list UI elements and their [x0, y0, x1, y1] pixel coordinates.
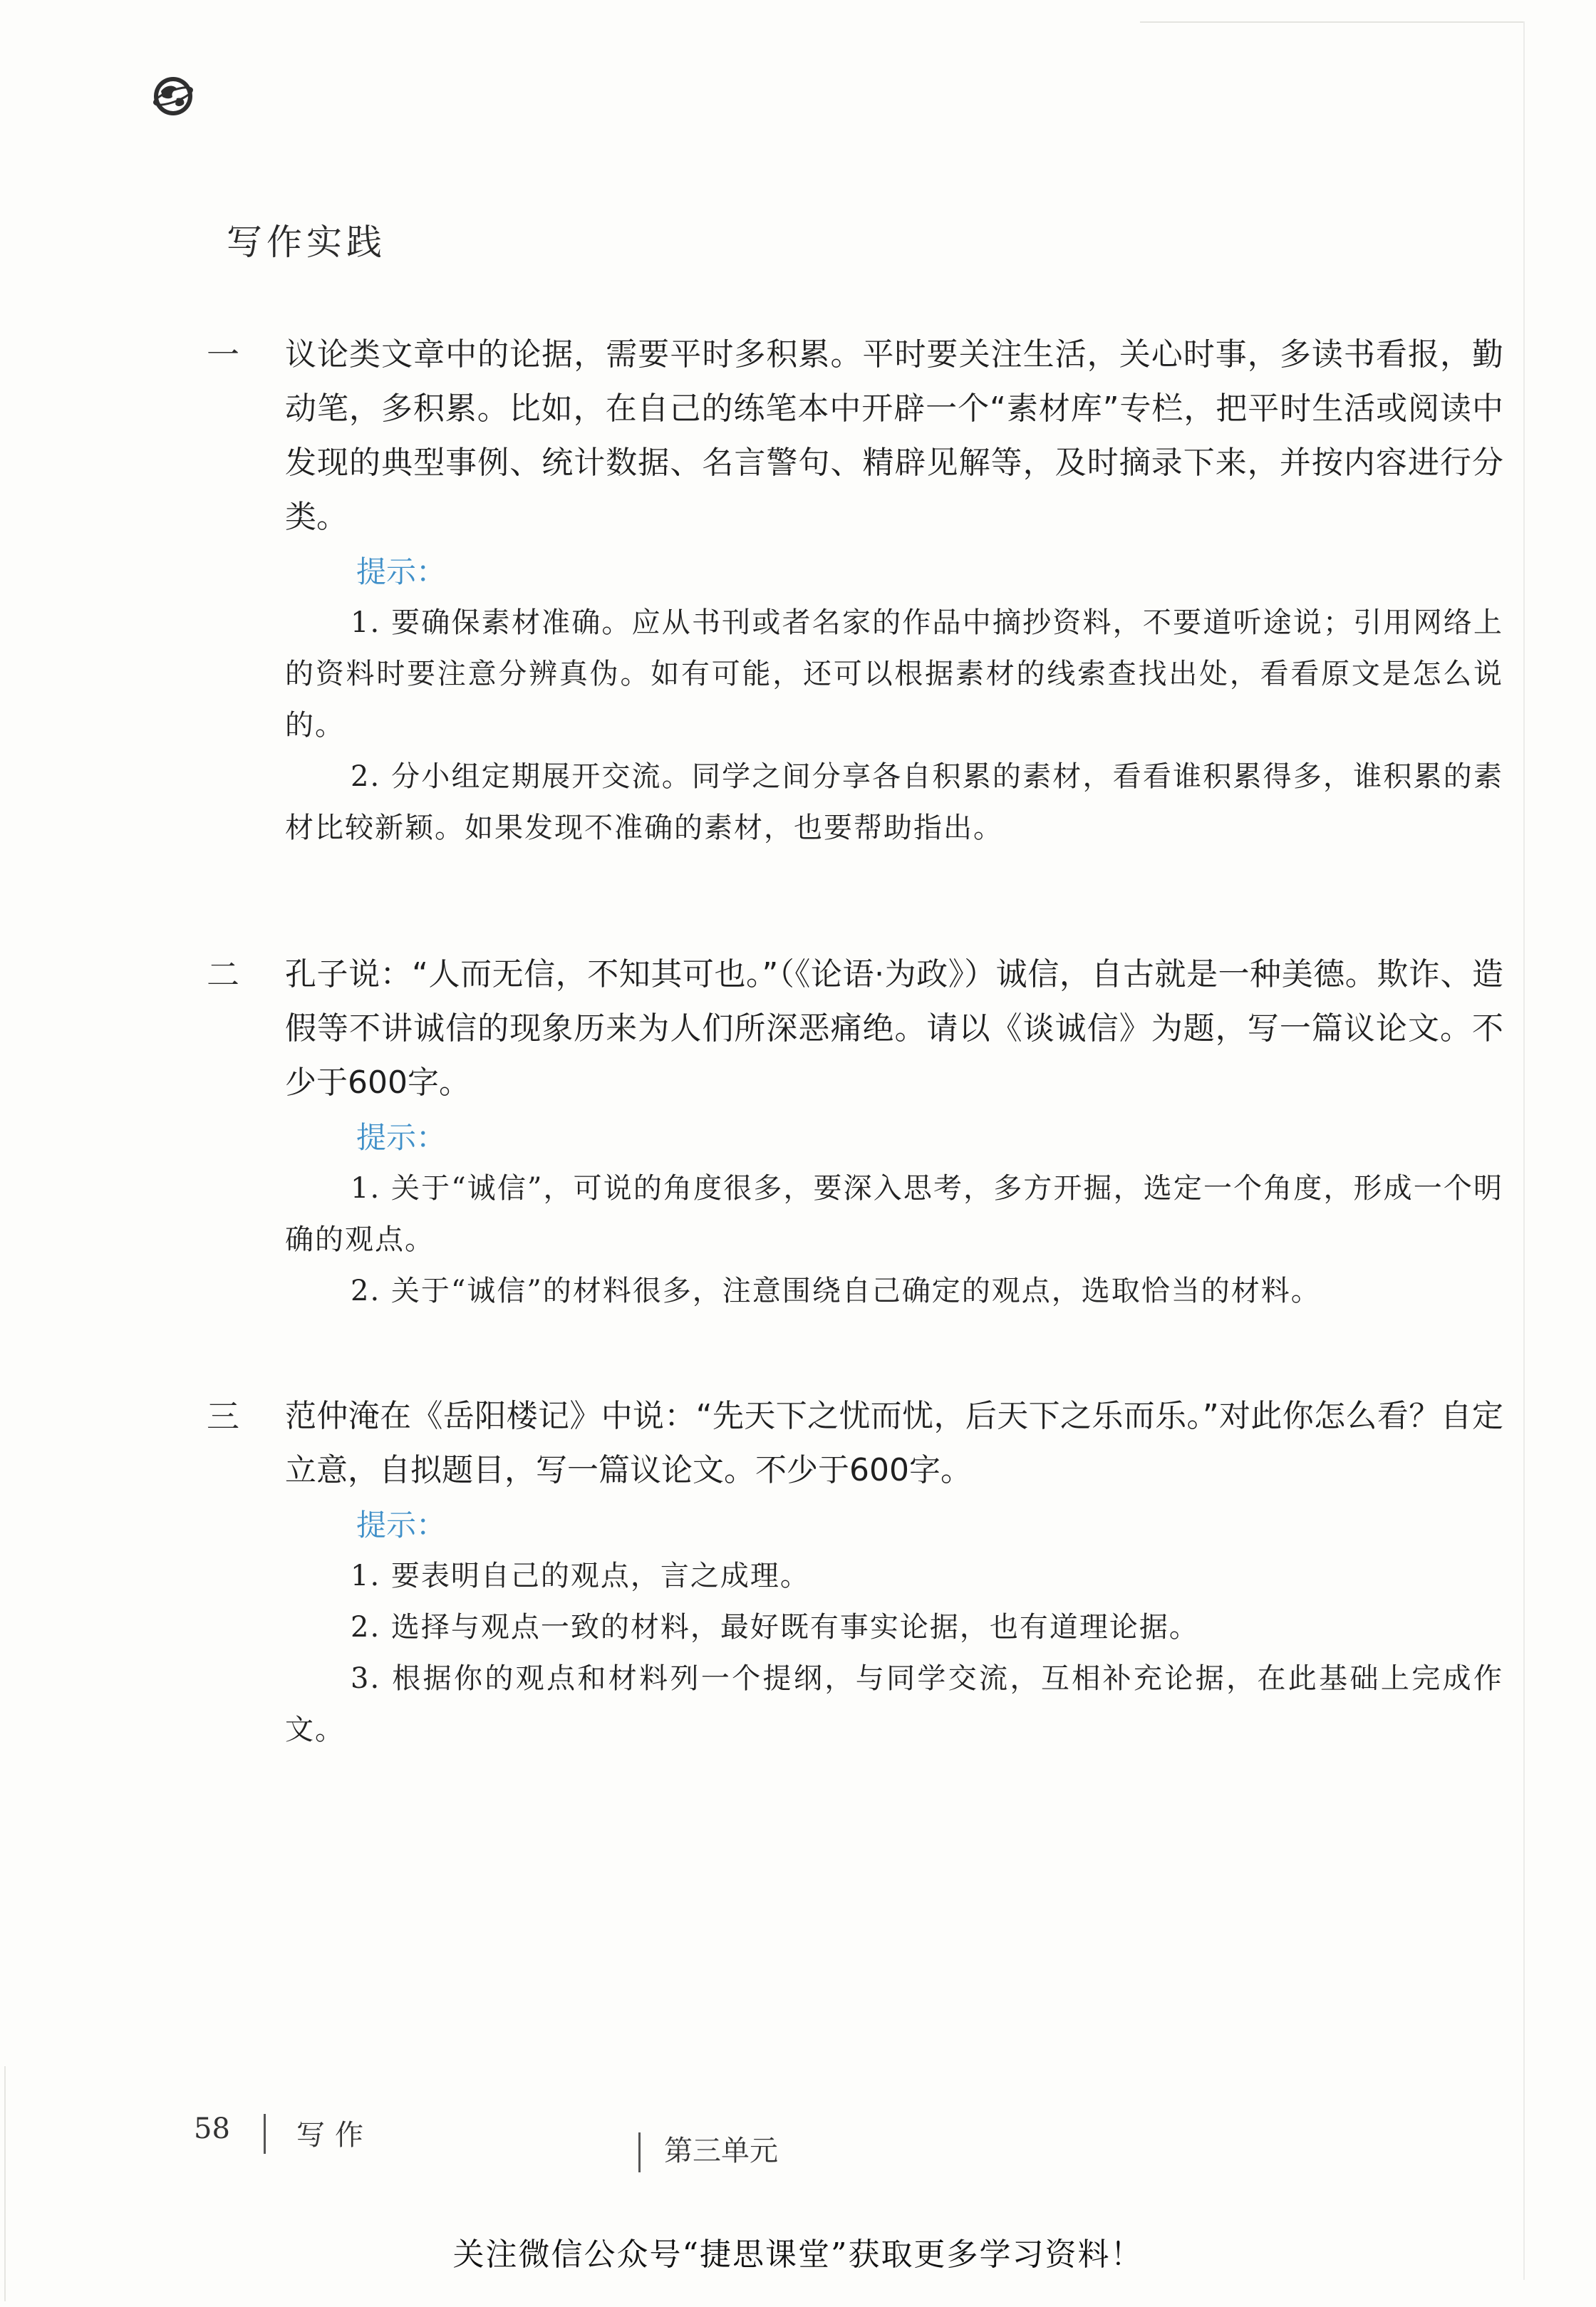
page-number: 58 — [194, 2112, 230, 2145]
exercise-text: 孔子说：“人而无信，不知其可也。”（《论语·为政》）诚信，自古就是一种美德。欺诈、造假等不讲诚信的现象历来为人们所深恶痛绝。请以《谈诚信》为题，写一篇议论文。不少于600字。 — [285, 956, 1503, 1101]
top-rule — [1140, 21, 1525, 23]
exercise-number: 三 — [207, 1397, 239, 1436]
hint-item: 1. 要确保素材准确。应从书刊或者名家的作品中摘抄资料，不要道听途说；引用网络上的资料时要注意分辨真伪。如有可能，还可以根据素材的线索查找出处，看看原文是怎么说的。 — [285, 606, 1503, 742]
exercise-text: 范仲淹在《岳阳楼记》中说：“先天下之忧而忧，后天下之乐而乐。”对此你怎么看？自定立意，自拟题目，写一篇议论文。不少于600字。 — [285, 1398, 1503, 1488]
exercise-item — [207, 948, 1503, 1317]
footer-divider — [264, 2114, 266, 2154]
hint-item: 2. 选择与观点一致的材料，最好既有事实论据，也有道理论据。 — [351, 1611, 1199, 1644]
hint-item: 2. 关于“诚信”的材料很多，注意围绕自己确定的观点，选取恰当的材料。 — [351, 1275, 1321, 1307]
exercise-item — [207, 328, 1503, 854]
hint-label: 提示： — [356, 554, 447, 589]
right-rule — [1523, 21, 1525, 2280]
exercise-number: 二 — [207, 955, 239, 994]
watermark-text: 关注微信公众号“捷思课堂”获取更多学习资料！ — [452, 2236, 1144, 2273]
globe-icon — [152, 76, 194, 117]
exercise-number: 一 — [207, 336, 239, 374]
exercise-item — [207, 1389, 1503, 1756]
exercise-text: 议论类文章中的论据，需要平时多积累。平时要关注生活，关心时事，多读书看报，勤动笔，多积累。比如，在自己的练笔本中开辟一个“素材库”专栏，把平时生活或阅读中发现的典型事例、统计数据、名言警句、精辟见解等，及时摘录下来，并按内容进行分类。 — [285, 336, 1503, 535]
footer-section: 写作 — [296, 2119, 373, 2152]
hint-item: 1. 要表明自己的观点，言之成理。 — [351, 1560, 810, 1592]
footer-divider — [638, 2132, 641, 2172]
hint-label: 提示： — [356, 1120, 447, 1155]
hint-item: 1. 关于“诚信”，可说的角度很多，要深入思考，多方开掘，选定一个角度，形成一个明确的观点。 — [285, 1172, 1503, 1256]
hint-item: 3. 根据你的观点和材料列一个提纲，与同学交流，互相补充论据，在此基础上完成作文。 — [285, 1662, 1503, 1746]
section-title: 写作实践 — [227, 222, 386, 263]
hint-label: 提示： — [356, 1508, 447, 1543]
footer-unit: 第三单元 — [664, 2135, 778, 2167]
hint-item: 2. 分小组定期展开交流。同学之间分享各自积累的素材，看看谁积累得多，谁积累的素材比较新颖。如果发现不准确的素材，也要帮助指出。 — [285, 760, 1503, 844]
page-footer — [0, 2112, 1596, 2169]
